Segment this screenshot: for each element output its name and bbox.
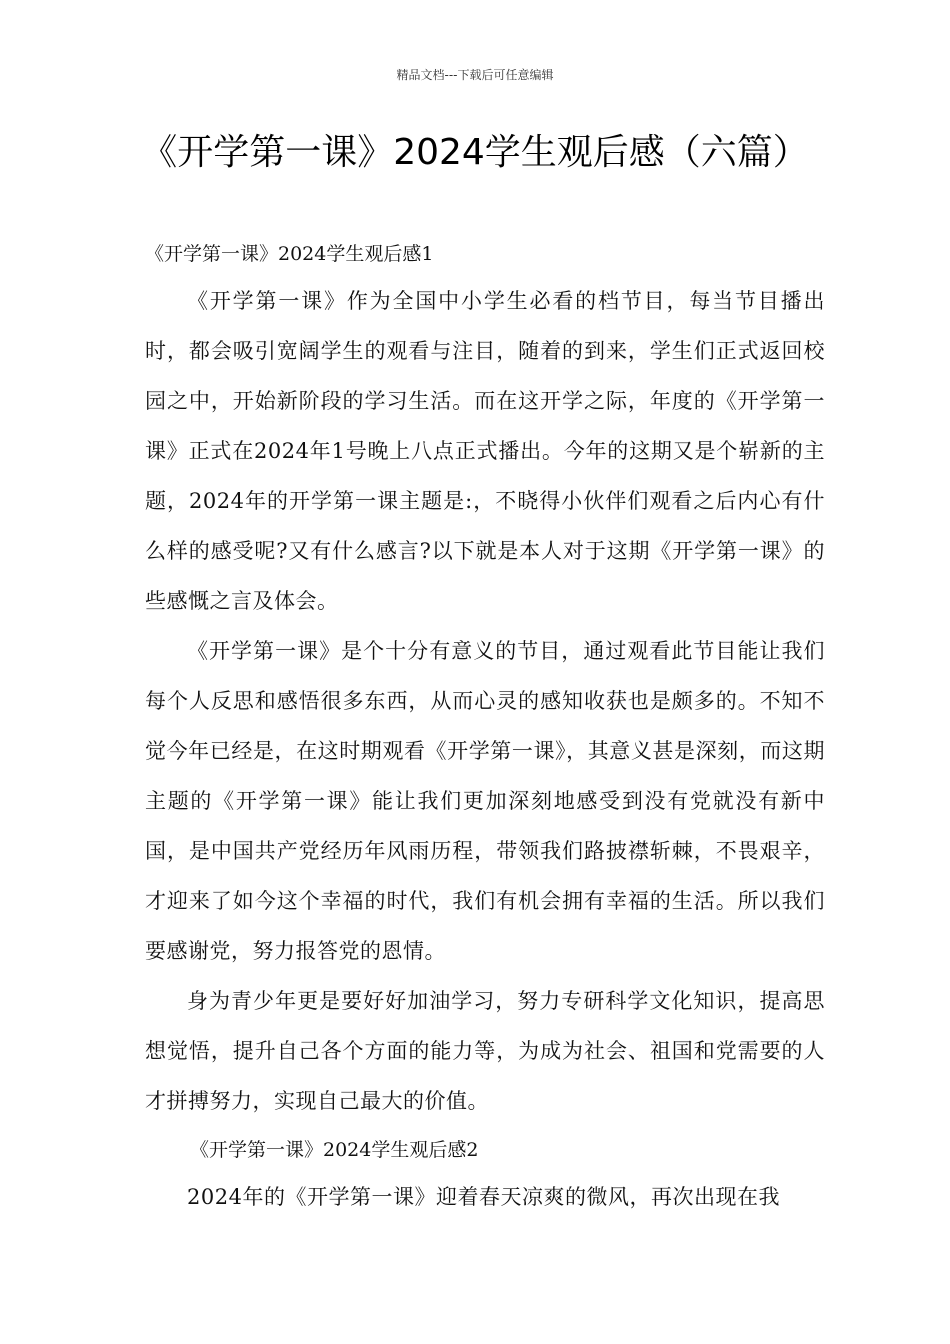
- paragraph-1-3: 身为青少年更是要好好加油学习，努力专研科学文化知识，提高思想觉悟，提升自己各个方面的能力等，为成为社会、祖国和党需要的人才拼搏努力，实现自己最大的价值。: [145, 989, 825, 1113]
- section-heading-2: 《开学第一课》2024学生观后感2: [190, 1139, 479, 1161]
- paragraph-2-1: 2024年的《开学第一课》迎着春天凉爽的微风，再次出现在我: [187, 1185, 780, 1209]
- paragraph-1-2: 《开学第一课》是个十分有意义的节目，通过观看此节目能让我们每个人反思和感悟很多东西，从而心灵的感知收获也是颇多的。不知不觉今年已经是，在这时期观看《开学第一课》，其意义甚是深刻，而这期主题的《开学第一课》能让我们更加深刻地感受到没有党就没有新中国，是中国共产党经历年风雨历程，带领我们路披襟斩棘，不畏艰辛，才迎来了如今这个幸福的时代，我们有机会拥有幸福的生活。所以我们要感谢党，努力报答党的恩情。: [145, 639, 825, 963]
- section-heading-1: 《开学第一课》2024学生观后感1: [145, 243, 434, 265]
- document-title: 《开学第一课》2024学生观后感（六篇）: [141, 132, 809, 173]
- page-header: 精品文档---下载后可任意编辑: [396, 68, 554, 82]
- paragraph-1-1: 《开学第一课》作为全国中小学生必看的档节目，每当节目播出时，都会吸引宽阔学生的观看与注目，随着的到来，学生们正式返回校园之中，开始新阶段的学习生活。而在这开学之际，年度的《开学第一课》正式在2024年1号晚上八点正式播出。今年的这期又是个崭新的主题，2024年的开学第一课主题是:，不晓得小伙伴们观看之后内心有什么样的感受呢?又有什么感言?以下就是本人对于这期《开学第一课》的些感慨之言及体会。: [145, 289, 825, 613]
